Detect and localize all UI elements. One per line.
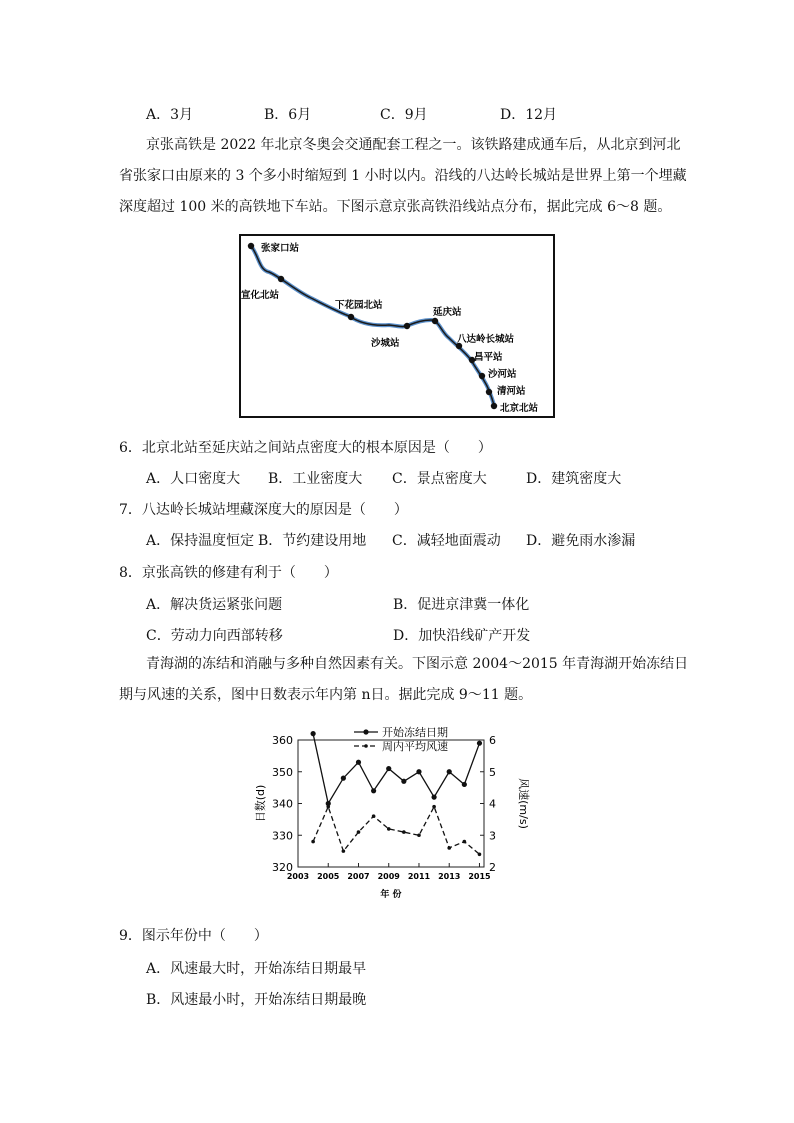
q8-option-c: C．劳动力向西部转移 (146, 628, 283, 644)
q8-option-d: D．加快沿线矿产开发 (393, 628, 531, 644)
station-dot-xiahuayuan (348, 314, 354, 320)
x-tick-label: 2007 (347, 872, 370, 881)
legend-freeze-marker (363, 729, 368, 734)
series-wind-speed-line (313, 807, 479, 855)
legend-wind-marker (364, 744, 368, 748)
y2-tick-label: 2 (489, 861, 496, 874)
series-freeze-date-point (386, 766, 391, 771)
station-dot-xuanhua (278, 276, 284, 282)
railway-map (239, 234, 555, 418)
station-label-xiahuayuan: 下花园北站 (335, 300, 383, 311)
series-freeze-date-point (401, 779, 406, 784)
station-label-zhangjiakou: 张家口站 (261, 243, 300, 254)
y2-tick-label: 5 (489, 765, 496, 779)
q7-option-d: D．避免雨水渗漏 (526, 533, 636, 549)
q6-stem: 6．北京北站至延庆站之间站点密度大的根本原因是（ ） (119, 440, 492, 456)
series-freeze-date-point (462, 782, 467, 787)
station-label-changping: 昌平站 (474, 352, 503, 363)
passage1-line3: 深度超过 100 米的高铁地下车站。下图示意京张高铁沿线站点分布，据此完成 6～8 题。 (119, 199, 672, 215)
q6-option-d: D．建筑密度大 (526, 471, 622, 487)
y-axis-label: 日数(d) (254, 784, 267, 823)
y2-axis-label: 风速(m/s) (517, 778, 530, 829)
y2-tick-label: 4 (489, 797, 496, 811)
rail-line (251, 246, 495, 408)
series-freeze-date-point (416, 769, 421, 774)
x-tick-label: 2015 (468, 872, 491, 881)
station-dot-yanqing (432, 318, 438, 324)
q9-option-a: A．风速最大时，开始冻结日期最早 (146, 961, 367, 977)
rail-line-core (251, 246, 495, 408)
series-freeze-date-point (356, 760, 361, 765)
x-tick-label: 2013 (438, 872, 461, 881)
y-tick-label: 330 (272, 829, 293, 843)
series-freeze-date-point (371, 788, 376, 793)
series-freeze-date-point (431, 795, 436, 800)
q9-option-b: B．风速最小时，开始冻结日期最晚 (146, 992, 367, 1008)
series-wind-speed-point (447, 846, 451, 850)
series-freeze-date-point (311, 731, 316, 736)
station-dot-zhangjiakou (248, 243, 254, 249)
passage2-line2: 期与风速的关系，图中日数表示年内第 n日。据此完成 9～11 题。 (119, 687, 533, 703)
passage1-line2: 省张家口由原来的 3 个多小时缩短到 1 小时以内。沿线的八达岭长城站是世界上第一个埋藏 (119, 168, 687, 184)
legend-freeze-label: 开始冻结日期 (382, 726, 448, 739)
station-label-beijingbei: 北京北站 (500, 403, 539, 414)
y-tick-label: 340 (272, 797, 293, 811)
freeze-wind-chart-svg (250, 722, 540, 906)
x-tick-label: 2005 (317, 872, 340, 881)
x-tick-label: 2011 (407, 872, 431, 881)
series-wind-speed-point (387, 827, 391, 831)
q5-option-d: D．12月 (500, 107, 558, 123)
q8-option-b: B．促进京津冀一体化 (393, 597, 530, 613)
legend-wind-label: 周内平均风速 (382, 740, 448, 753)
q5-option-c: C．9月 (380, 107, 428, 123)
q5-option-a: A．3月 (146, 107, 194, 123)
series-freeze-date-point (447, 769, 452, 774)
q6-option-b: B．工业密度大 (268, 471, 363, 487)
x-axis-label: 年 份 (380, 890, 402, 900)
station-label-shacheng: 沙城站 (371, 338, 400, 349)
series-wind-speed-point (326, 805, 330, 809)
railway-map-svg (241, 236, 553, 416)
q9-stem: 9．图示年份中（ ） (119, 928, 268, 944)
series-wind-speed-point (402, 830, 406, 834)
series-wind-speed-point (357, 830, 361, 834)
x-tick-label: 2009 (377, 872, 400, 881)
station-label-qinghe: 清河站 (497, 386, 526, 397)
x-tick-label: 2003 (286, 872, 310, 881)
q8-option-a: A．解决货运紧张问题 (146, 597, 283, 613)
q6-option-c: C．景点密度大 (392, 471, 487, 487)
y-tick-label: 320 (272, 861, 293, 874)
station-label-shahe: 沙河站 (488, 369, 517, 380)
q7-option-b: B．节约建设用地 (258, 533, 367, 549)
q6-option-a: A．人口密度大 (146, 471, 241, 487)
station-dot-qinghe (486, 389, 492, 395)
y-tick-label: 360 (272, 734, 293, 747)
freeze-wind-chart (250, 722, 540, 906)
series-wind-speed-point (432, 805, 436, 809)
passage2-line1: 青海湖的冻结和消融与多种自然因素有关。下图示意 2004～2015 年青海湖开始冻结日 (146, 656, 689, 672)
series-freeze-date-point (341, 776, 346, 781)
station-label-yanqing: 延庆站 (433, 307, 462, 318)
passage1-line1: 京张高铁是 2022 年北京冬奥会交通配套工程之一。该铁路建成通车后，从北京到河北 (146, 137, 681, 153)
series-wind-speed-point (311, 840, 315, 844)
series-wind-speed-point (478, 853, 482, 857)
y-tick-label: 350 (272, 765, 293, 779)
series-freeze-date-point (477, 741, 482, 746)
station-dot-shacheng (404, 323, 410, 329)
q7-option-c: C．减轻地面震动 (392, 533, 501, 549)
q5-option-b: B．6月 (264, 107, 312, 123)
q8-stem: 8．京张高铁的修建有利于（ ） (119, 565, 338, 581)
series-wind-speed-point (342, 849, 346, 853)
station-dot-beijingbei (491, 403, 497, 409)
y2-tick-label: 6 (489, 734, 496, 747)
station-dot-shahe (479, 373, 485, 379)
series-wind-speed-point (463, 840, 467, 844)
series-wind-speed-point (372, 814, 376, 818)
station-label-xuanhua: 宣化北站 (241, 290, 280, 301)
y2-tick-label: 3 (489, 829, 496, 843)
series-wind-speed-point (417, 833, 421, 837)
q7-stem: 7．八达岭长城站埋藏深度大的原因是（ ） (119, 502, 408, 518)
station-label-badaling: 八达岭长城站 (457, 334, 515, 345)
q7-option-a: A．保持温度恒定 (146, 533, 255, 549)
